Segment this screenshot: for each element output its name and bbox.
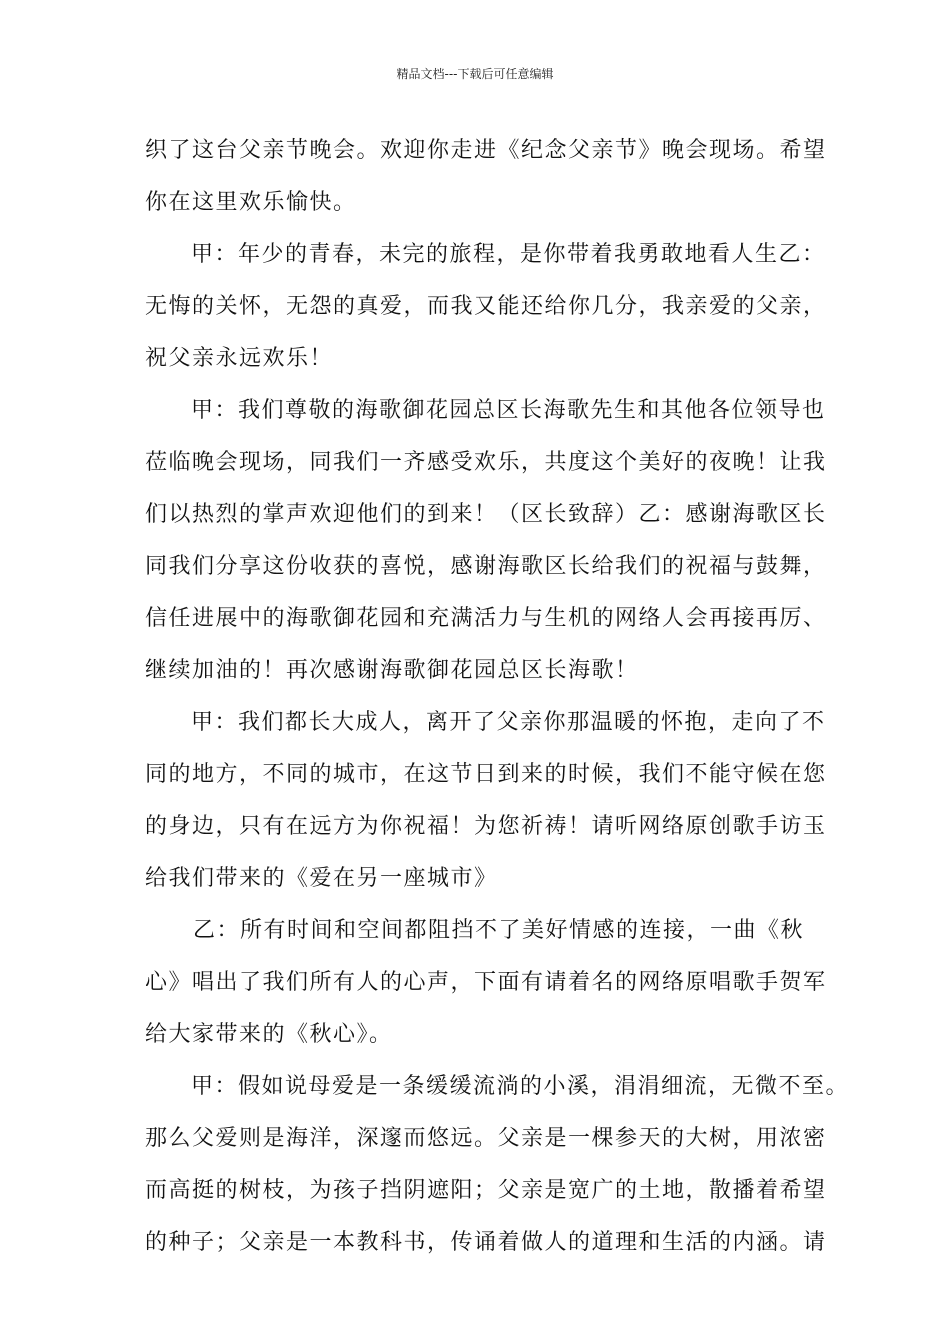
text-line: 们以热烈的掌声欢迎他们的到来！（区长致辞）乙：感谢海歌区长 xyxy=(145,502,827,527)
text-line: 给我们带来的《爱在另一座城市》 xyxy=(145,866,498,891)
text-line: 莅临晚会现场，同我们一齐感受欢乐，共度这个美好的夜晚！让我 xyxy=(145,450,827,475)
text-line: 无悔的关怀，无怨的真爱，而我又能还给你几分，我亲爱的父亲， xyxy=(145,294,827,319)
text-line: 织了这台父亲节晚会。欢迎你走进《纪念父亲节》晚会现场。希望 xyxy=(145,138,827,163)
paragraph-start-line: 甲：假如说母爱是一条缓缓流淌的小溪，涓涓细流，无微不至。 xyxy=(191,1074,850,1099)
paragraph-start-line: 甲：年少的青春，未完的旅程，是你带着我勇敢地看人生乙： xyxy=(191,242,826,267)
paragraph-start-line: 甲：我们尊敬的海歌御花园总区长海歌先生和其他各位领导也 xyxy=(191,398,826,423)
text-line: 而高挺的树枝，为孩子挡阴遮阳；父亲是宽广的土地，散播着希望 xyxy=(145,1178,827,1203)
text-line: 的身边，只有在远方为你祝福！为您祈祷！请听网络原创歌手访玉 xyxy=(145,814,827,839)
text-line: 心》唱出了我们所有人的心声，下面有请着名的网络原唱歌手贺军 xyxy=(145,970,827,995)
page-header: 精品文档---下载后可任意编辑 xyxy=(396,67,554,81)
paragraph-start-line: 乙：所有时间和空间都阻挡不了美好情感的连接，一曲《秋 xyxy=(193,918,805,943)
document-body xyxy=(145,125,850,1269)
text-line: 同我们分享这份收获的喜悦，感谢海歌区长给我们的祝福与鼓舞， xyxy=(145,554,827,579)
paragraph-start-line: 甲：我们都长大成人，离开了父亲你那温暖的怀抱，走向了不 xyxy=(191,710,826,735)
text-line: 同的地方，不同的城市，在这节日到来的时候，我们不能守候在您 xyxy=(145,762,827,787)
text-line: 那么父爱则是海洋，深邃而悠远。父亲是一棵参天的大树，用浓密 xyxy=(145,1126,827,1151)
text-line: 给大家带来的《秋心》。 xyxy=(145,1022,393,1047)
text-line: 祝父亲永远欢乐！ xyxy=(145,346,334,371)
text-line: 信任进展中的海歌御花园和充满活力与生机的网络人会再接再厉、 xyxy=(145,606,827,631)
text-line: 你在这里欢乐愉快。 xyxy=(145,190,357,215)
text-line: 的种子；父亲是一本教科书，传诵着做人的道理和生活的内涵。请 xyxy=(145,1230,827,1255)
text-line: 继续加油的！再次感谢海歌御花园总区长海歌！ xyxy=(145,658,639,683)
